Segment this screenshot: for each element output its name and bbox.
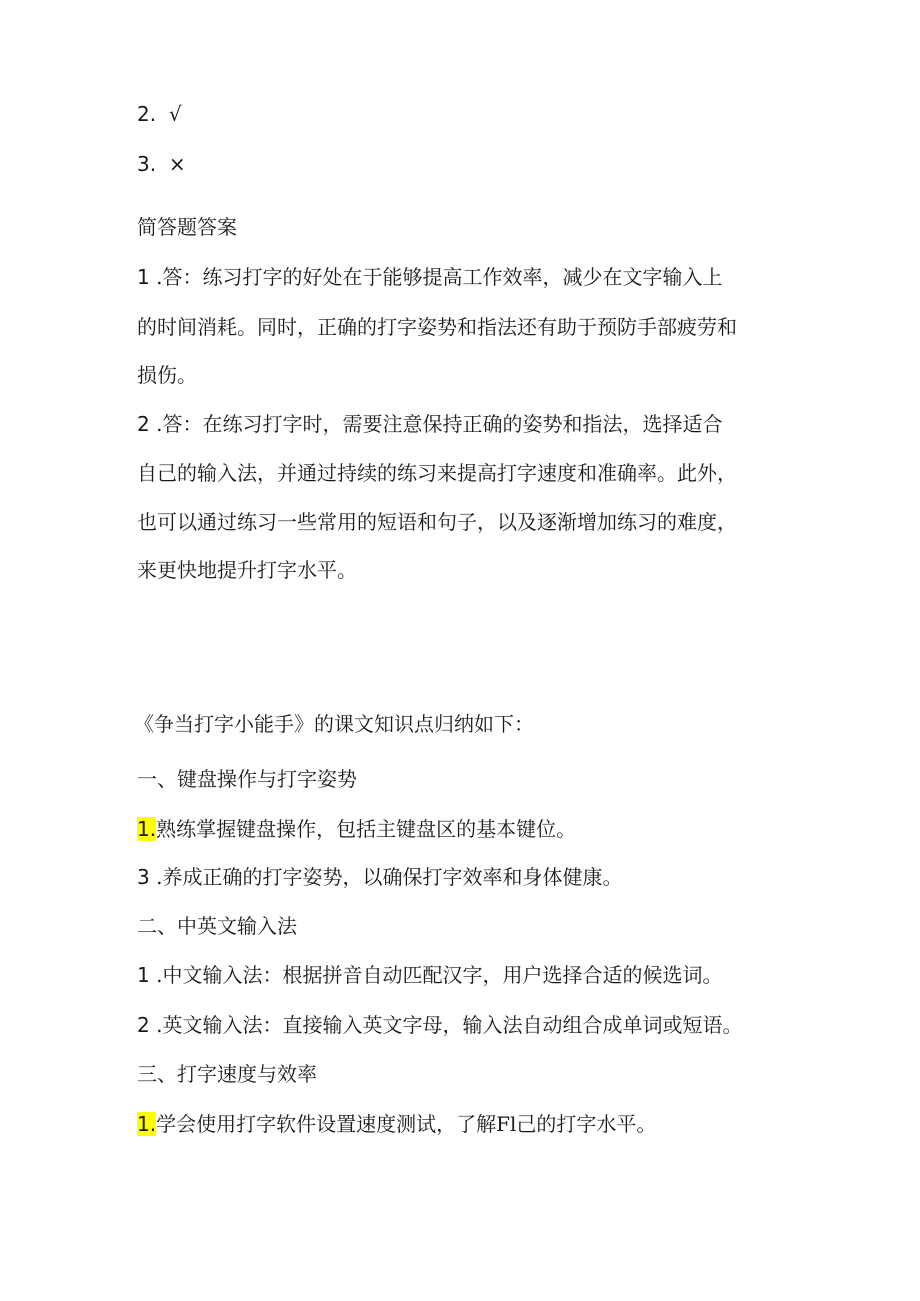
section-3-item-1 <box>137 1110 656 1138</box>
section-2-item-2 <box>137 1011 742 1039</box>
tf-answer-2-num: 2. <box>137 102 157 126</box>
short-answer-2-num: 2 <box>137 412 150 436</box>
short-answer-1-line-3: 损伤。 <box>137 363 197 387</box>
short-answer-2-text-1: .答：在练习打字时，需要注意保持正确的姿势和指法，选择适合 <box>156 412 723 436</box>
section-2-heading: 二、中英文输入法 <box>137 914 297 938</box>
summary-title: 《争当打字小能手》的课文知识点归纳如下： <box>134 712 534 736</box>
tf-answer-3-num: 3. <box>137 152 157 176</box>
section-1-item-1-text: 熟练掌握键盘操作，包括主键盘区的基本键位。 <box>156 817 577 841</box>
short-answer-1-text-1: .答：练习打字的好处在于能够提高工作效率，减少在文字输入上 <box>156 265 723 289</box>
section-1-item-1-num: 1. <box>137 817 157 841</box>
short-answer-1-line-1 <box>137 263 722 291</box>
section-1-item-2 <box>137 863 622 891</box>
tf-answer-3 <box>137 150 186 178</box>
short-answer-1-num: 1 <box>137 265 150 289</box>
short-answer-heading: 简答题答案 <box>137 215 237 239</box>
section-2-item-1-num: 1 <box>137 963 150 987</box>
short-answer-2-line-1 <box>137 410 722 438</box>
section-3-item-1-num: 1. <box>137 1112 157 1136</box>
short-answer-2-line-4: 来更快地提升打字水平。 <box>137 558 357 582</box>
section-3-heading: 三、打字速度与效率 <box>137 1062 317 1086</box>
section-2-item-2-num: 2 <box>137 1013 150 1037</box>
section-1-item-1 <box>137 815 576 843</box>
section-1-item-2-text: .养成正确的打字姿势，以确保打字效率和身体健康。 <box>156 865 623 889</box>
tf-answer-2-mark: √ <box>168 102 182 126</box>
section-1-heading: 一、键盘操作与打字姿势 <box>137 767 357 791</box>
short-answer-1-line-2: 的时间消耗。同时，正确的打字姿势和指法还有助于预防手部疲劳和 <box>137 315 737 339</box>
section-2-item-1 <box>137 961 722 989</box>
section-2-item-2-text: .英文输入法：直接输入英文字母，输入法自动组合成单词或短语。 <box>156 1013 743 1037</box>
section-3-item-1-text: 学会使用打字软件设置速度测试，了解Fl己的打字水平。 <box>156 1112 657 1136</box>
short-answer-2-line-3: 也可以通过练习一些常用的短语和句子，以及逐渐增加练习的难度， <box>137 510 737 534</box>
tf-answer-3-mark: × <box>168 152 186 176</box>
short-answer-2-line-2: 自己的输入法，并通过持续的练习来提高打字速度和准确率。此外， <box>137 461 737 485</box>
tf-answer-2 <box>137 100 182 128</box>
section-1-item-2-num: 3 <box>137 865 150 889</box>
section-2-item-1-text: .中文输入法：根据拼音自动匹配汉字，用户选择合适的候选词。 <box>156 963 723 987</box>
